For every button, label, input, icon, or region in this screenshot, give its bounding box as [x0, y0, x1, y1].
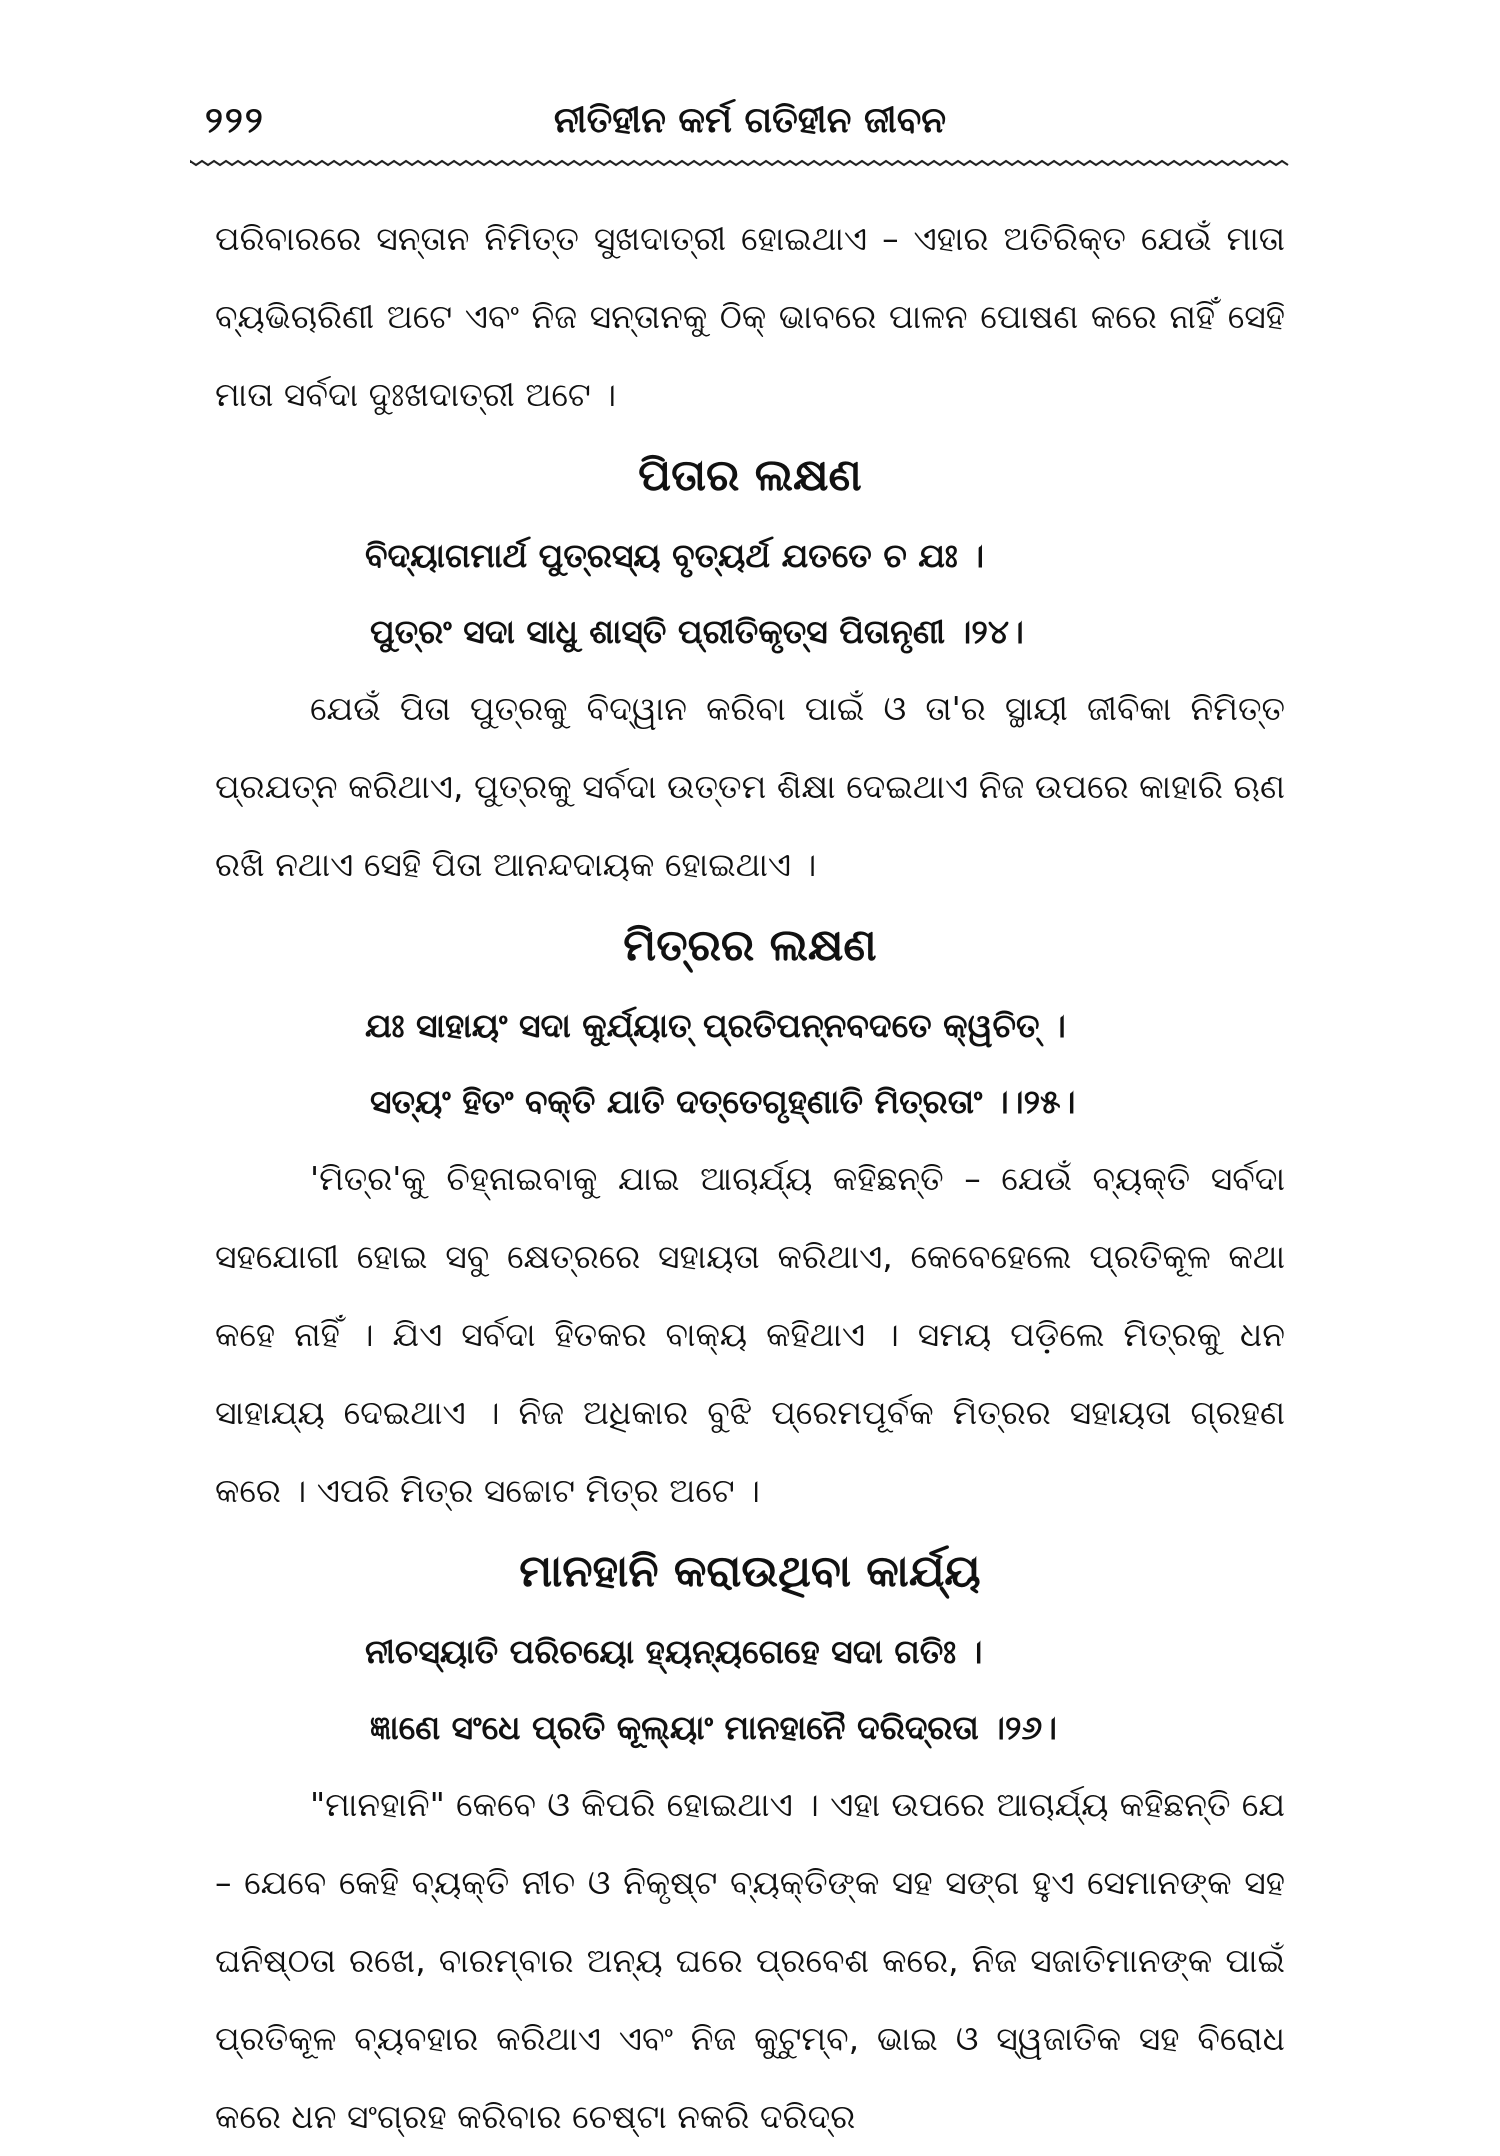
running-title: ନୀତିହୀନ କର୍ମ ଗତିହୀନ ଜୀବନ — [553, 100, 947, 141]
page-body — [215, 200, 1285, 2156]
verse-line: ଯଃ ସାହାୟଂ ସଦା କୁର୍ଯ୍ୟାତ୍ ପ୍ରତିପନ୍ନବଦତେ କ୍ୱଚିତ୍ । — [365, 1006, 1066, 1045]
section-heading-father: ପିତାର ଲକ୍ଷଣ — [638, 450, 862, 501]
verse-line: ପୁତ୍ରଂ ସଦା ସାଧୁ ଶାସ୍ତି ପ୍ରୀତିକୃତ୍ସ ପିତାନୃଣୀ ।୨୪। — [370, 612, 1024, 651]
commentary-paragraph: 'ମିତ୍ର'କୁ ଚିହ୍ନାଇବାକୁ ଯାଇ ଆଚାର୍ଯ୍ୟ କହିଛନ୍ତି – ଯେଉଁ ବ୍ୟକ୍ତି ସର୍ବଦା ସହଯୋଗୀ ହୋଇ ସବୁ କ୍ଷେତ୍ରରେ ସହାୟତା କରିଥାଏ, କେବେହେଲେ ପ୍ରତିକୂଳ କଥା କହେ ନାହିଁ । ଯିଏ ସର୍ବଦା ହିତକର ବାକ୍ୟ କହିଥାଏ । ସମୟ ପଡ଼ିଲେ ମିତ୍ରକୁ ଧନ ସାହାଯ୍ୟ ଦେଇଥାଏ । ନିଜ ଅଧିକାର ବୁଝି ପ୍ରେମପୂର୍ବକ ମିତ୍ରର ସହାୟତା ଗ୍ରହଣ କରେ । ଏପରି ମିତ୍ର ସଚ୍ଚୋଟ ମିତ୍ର ଅଟେ । — [215, 1159, 1285, 1510]
intro-paragraph: ପରିବାରରେ ସନ୍ତାନ ନିମିତ୍ତ ସୁଖଦାତ୍ରୀ ହୋଇଥାଏ – ଏହାର ଅତିରିକ୍ତ ଯେଉଁ ମାତା ବ୍ୟଭିଚାରିଣୀ ଅଟେ ଏବଂ ନିଜ ସନ୍ତାନକୁ ଠିକ୍ ଭାବରେ ପାଳନ ପୋଷଣ କରେ ନାହିଁ ସେହି ମାତା ସର୍ବଦା ଦୁଃଖଦାତ୍ରୀ ଅଟେ । — [215, 219, 1285, 414]
section-heading-dishonour: ମାନହାନି କରାଉଥିବା କାର୍ଯ୍ୟ — [519, 1546, 981, 1597]
commentary-paragraph: "ମାନହାନି" କେବେ ଓ କିପରି ହୋଇଥାଏ । ଏହା ଉପରେ ଆଚାର୍ଯ୍ୟ କହିଛନ୍ତି ଯେ – ଯେବେ କେହି ବ୍ୟକ୍ତି ନୀଚ ଓ ନିକୃଷ୍ଟ ବ୍ୟକ୍ତିଙ୍କ ସହ ସଙ୍ଗ ହୁଏ ସେମାନଙ୍କ ସହ ଘନିଷ୍ଠତା ରଖେ, ବାରମ୍ବାର ଅନ୍ୟ ଘରେ ପ୍ରବେଶ କରେ, ନିଜ ସଜାତିମାନଙ୍କ ପାଇଁ ପ୍ରତିକୂଳ ବ୍ୟବହାର କରିଥାଏ ଏବଂ ନିଜ କୁଟୁମ୍ବ, ଭାଇ ଓ ସ୍ୱଜାତିକ ସହ ବିରୋଧ କରେ ଧନ ସଂଗ୍ରହ କରିବାର ଚେଷ୍ଟା ନକରି ଦରିଦ୍ର — [215, 1785, 1285, 2136]
section-heading-friend: ମିତ୍ରର ଲକ୍ଷଣ — [623, 920, 877, 971]
verse-line: ବିଦ୍ୟାଗମାର୍ଥ ପୁତ୍ରସ୍ୟ ବୃତ୍ୟର୍ଥ ଯତତେ ଚ ଯଃ । — [365, 536, 985, 575]
verse-line: ସତ୍ୟଂ ହିତଂ ବକ୍ତି ଯାତି ଦତ୍ତେଗୃହ୍ଣାତି ମିତ୍ରତାଂ ।।୨୫। — [370, 1082, 1076, 1121]
verse-line: ନୀଚସ୍ୟାତି ପରିଚୟୋ ହ୍ୟନ୍ୟଗେହେ ସଦା ଗତିଃ । — [365, 1632, 983, 1671]
verse-line: ଜ୍ଞାଣେ ସଂଧେ ପ୍ରତି କୂଲ୍ୟାଂ ମାନହାନୈ ଦରିଦ୍ରତା ।୨୬। — [370, 1708, 1058, 1747]
page-header — [205, 100, 1295, 160]
page-number: ୨୨୨ — [205, 100, 265, 141]
header-rule — [190, 156, 1290, 170]
commentary-paragraph: ଯେଉଁ ପିତା ପୁତ୍ରକୁ ବିଦ୍ୱାନ କରିବା ପାଇଁ ଓ ତା'ର ସ୍ଥାୟୀ ଜୀବିକା ନିମିତ୍ତ ପ୍ରଯତ୍ନ କରିଥାଏ, ପୁତ୍ରକୁ ସର୍ବଦା ଉତ୍ତମ ଶିକ୍ଷା ଦେଇଥାଏ ନିଜ ଉପରେ କାହାରି ଋଣ ରଖି ନଥାଏ ସେହି ପିତା ଆନନ୍ଦଦାୟକ ହୋଇଥାଏ । — [215, 689, 1285, 884]
